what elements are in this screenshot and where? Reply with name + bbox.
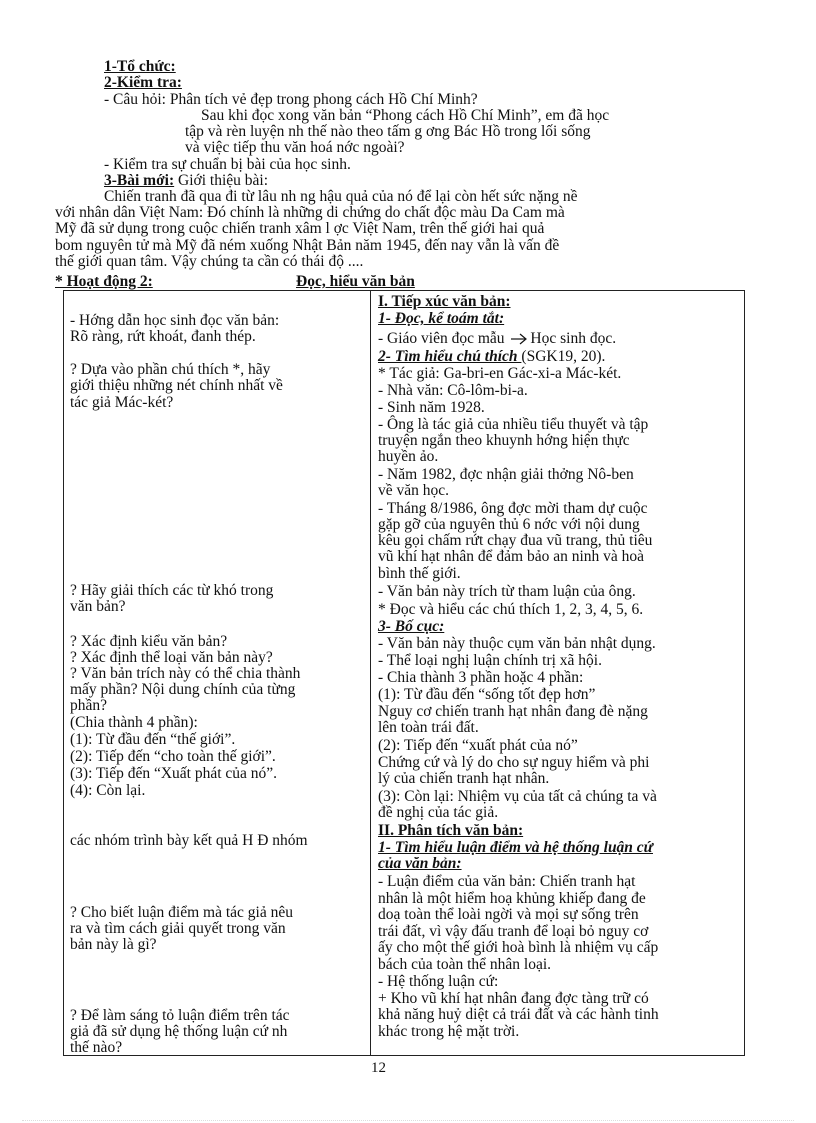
intro-paragraph-line: với nhân dân Việt Nam: Đó chính là những di chứng do chất độc màu Da Cam mà [55,204,565,221]
right-col-text: - Giáo viên đọc mẫu [378,330,505,347]
check-line: - Kiểm tra sự chuẩn bị bài của học sinh. [104,156,351,173]
intro-paragraph-line: thế giới quan tâm. Vậy chúng ta cần có thái độ .... [55,253,364,270]
right-col-line: Nguy cơ chiến tranh hạt nhân đang đè nặng [378,703,648,720]
right-col-line: - Tháng 8/1986, ông đợc mời tham dự cuộc [378,500,648,517]
left-col-line: ? Cho biết luận điểm mà tác giả nêu [70,904,293,921]
left-col-line: ? Xác định thể loại văn bản này? [70,649,273,666]
right-col-line: (3): Còn lại: Nhiệm vụ của tất cả chúng ta và [378,788,657,805]
page-number: 12 [371,1060,386,1076]
new-lesson-line [104,173,268,189]
activity-heading: * Hoạt động 2: [55,273,153,290]
left-col-line: (4): Còn lại. [70,782,146,799]
right-col-line: ấy cho một thế giới hoà bình là nhiệm vụ cấp [378,939,659,956]
right-col-line: - Hệ thống luận cứ: [378,973,499,990]
subsection-heading: 1- Tìm hiểu luận điểm và hệ thống luận cứ [378,839,653,856]
right-col-text: (SGK19, 20). [521,348,606,365]
left-col-line: ra và tìm cách giải quyết trong văn [70,920,286,937]
left-col-line: - Hớng dẫn học sinh đọc văn bản: [70,312,280,329]
question-line: - Câu hỏi: Phân tích vẻ đẹp trong phong cách Hồ Chí Minh? [104,91,478,108]
left-col-line: ? Văn bản trích này có thể chia thành [70,665,301,682]
right-col-line [378,349,605,365]
left-col-line: ? Xác định kiểu văn bản? [70,633,228,650]
left-col-line: phần? [70,697,108,714]
left-col-line: (2): Tiếp đến “cho toàn thế giới”. [70,748,276,765]
section-heading: I. Tiếp xúc văn bản: [378,293,511,310]
left-col-line: thế nào? [70,1039,123,1056]
right-col-line: - Chia thành 3 phần hoặc 4 phần: [378,669,584,686]
left-col-line: (1): Từ đầu đến “thế giới”. [70,731,236,748]
intro-paragraph-line: bom nguyên tử mà Mỹ đã ném xuống Nhật Bản năm 1945, đến nay vẫn là vấn đề [55,237,560,254]
right-col-line: bình thế giới. [378,565,461,582]
left-col-line: văn bản? [70,598,126,615]
right-col-line: - Thể loại nghị luận chính trị xã hội. [378,652,602,669]
right-col-line: gặp gỡ của nguyên thủ 6 nớc với nội dung [378,516,640,533]
right-col-line: khả năng huỷ diệt cả trái đất và các hành tinh [378,1006,659,1023]
left-col-line: (3): Tiếp đến “Xuất phát của nó”. [70,765,278,782]
question-line: và việc tiếp thu văn hoá nớc ngoài? [185,139,405,156]
question-line: Sau khi đọc xong văn bản “Phong cách Hồ Chí Minh”, em đã học [201,107,610,124]
left-col-line: tác giả Mác-két? [70,394,174,411]
right-col-line: nhân là một hiểm hoạ khủng khiếp đang đe [378,890,646,907]
right-col-line: truyện ngắn theo khuynh hớng hiện thực [378,432,630,449]
right-col-line: - Sinh năm 1928. [378,399,485,416]
left-col-line: bản này là gì? [70,936,157,953]
left-col-line: giả đã sử dụng hệ thống luận cứ nh [70,1023,288,1040]
intro-paragraph-line: Mỹ đã sử dụng trong cuộc chiến tranh xâm l ợc Việt Nam, trên thế giới hai quả [55,220,545,237]
left-col-line: ? Hãy giải thích các từ khó trong [70,582,274,599]
subsection-heading: của văn bản: [378,855,462,872]
question-line: tập và rèn luyện nh thế nào theo tấm g ơng Bác Hồ trong lối sống [185,123,591,140]
right-col-line: doạ toàn thể loài ngời và mọi sự sống trên [378,906,639,923]
left-col-line: (Chia thành 4 phần): [70,714,198,731]
intro-paragraph-line: Chiến tranh đã qua đi từ lâu nh ng hậu quả của nó để lại còn hết sức nặng nề [104,188,578,205]
right-col-text: Học sinh đọc. [530,330,617,347]
right-col-line: + Kho vũ khí hạt nhân đang đợc tàng trữ có [378,990,649,1007]
right-col-line: Chứng cứ và lý do cho sự nguy hiểm và phi [378,754,650,771]
left-col-line: giới thiệu những nét chính nhất về [70,377,283,394]
left-col-line: mấy phần? Nội dung chính của từng [70,681,296,698]
left-col-line: các nhóm trình bày kết quả H Đ nhóm [70,832,308,849]
right-col-line: trái đất, vì vậy đấu tranh để loại bỏ nguy cơ [378,923,649,940]
right-col-line: - Luận điểm của văn bản: Chiến tranh hạt [378,873,636,890]
subsection-heading: 2- Tìm hiểu chú thích [378,348,522,365]
right-col-line: - Văn bản này thuộc cụm văn bản nhật dụng. [378,635,656,652]
new-lesson-heading: 3-Bài mới: [104,172,175,189]
right-col-line: lý của chiến tranh hạt nhân. [378,770,550,787]
activity-title: Đọc, hiểu văn bản [296,273,415,290]
right-col-line: về văn học. [378,482,450,499]
right-col-line: - Ông là tác giả của nhiều tiểu thuyết và tập [378,416,649,433]
arrow-right-icon [510,333,528,345]
right-col-line: (1): Từ đầu đến “sống tốt đẹp hơn” [378,686,596,703]
right-col-line: * Tác giả: Ga-bri-en Gác-xi-a Mác-két. [378,365,622,382]
new-lesson-intro: Giới thiệu bài: [174,172,269,189]
left-col-line: ? Dựa vào phần chú thích *, hãy [70,361,271,378]
right-col-line: - Năm 1982, đợc nhận giải thởng Nô-ben [378,466,634,483]
right-col-line: (2): Tiếp đến “xuất phát của nó” [378,737,578,754]
right-col-line: đề nghị của tác giả. [378,804,499,821]
subsection-heading: 3- Bố cục: [378,618,445,635]
right-col-line: kêu gọi chấm rứt chạy đua vũ trang, thủ tiêu [378,532,653,549]
right-col-line [378,331,616,347]
section-org-heading: 1-Tổ chức: [104,58,176,75]
right-col-line: huyền ảo. [378,448,439,465]
right-col-line: bách của toàn thể nhân loại. [378,956,552,973]
right-col-line: * Đọc và hiểu các chú thích 1, 2, 3, 4, 5, 6. [378,601,644,618]
right-col-line: - Nhà văn: Cô-lôm-bi-a. [378,382,528,399]
right-col-line: vũ khí hạt nhân để đảm bảo an ninh và hoà [378,548,645,565]
right-col-line: khác trong hệ mặt trời. [378,1023,520,1040]
right-col-line: lên toàn trái đất. [378,719,479,736]
left-col-line: ? Để làm sáng tỏ luận điểm trên tác [70,1007,290,1024]
subsection-heading: 1- Đọc, kể toám tắt: [378,310,505,327]
section-check-heading: 2-Kiểm tra: [104,74,182,91]
column-divider [370,290,371,1056]
section-heading: II. Phân tích văn bản: [378,822,524,839]
page-bottom-rule [22,1120,794,1121]
right-col-line: - Văn bản này trích từ tham luận của ông. [378,583,636,600]
left-col-line: Rõ ràng, rứt khoát, đanh thép. [70,328,256,345]
